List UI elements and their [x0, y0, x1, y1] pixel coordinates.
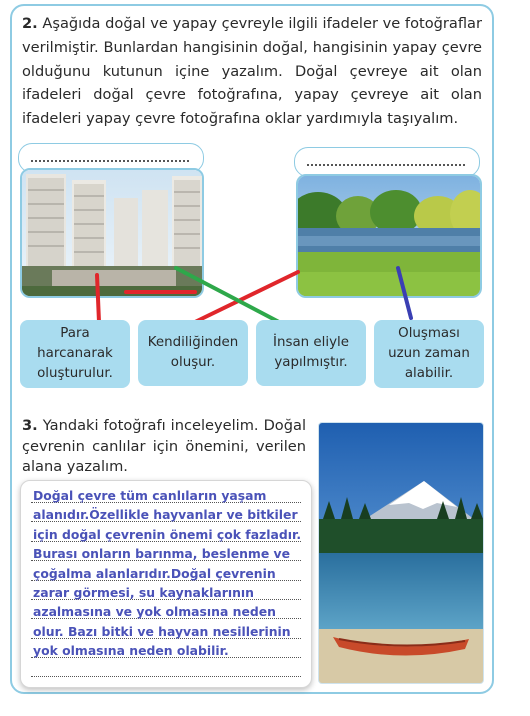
- statement-card-2-label: Kendiliğinden oluşur.: [147, 335, 239, 370]
- question-2: [22, 12, 482, 131]
- statement-card-4-label: Oluşması uzun zaman alabilir.: [388, 326, 470, 381]
- statement-card-2[interactable]: [138, 320, 248, 386]
- statement-card-1[interactable]: [20, 320, 130, 388]
- answer-text: Doğal çevre tüm canlıların yaşam alanıdır.Özellikle hayvanlar ve bitkiler için doğal çevrenin önemi çok fazladır. Burası onların barınma, beslenme ve çoğalma alanlarıdır.Doğal çevrenin zarar görmesi, su kaynaklarının azalmasına ve yok olmasına neden olur. Bazı bitki ve hayvan nesillerinin yok olmasına neden olabilir.: [33, 488, 302, 659]
- question-3: [22, 416, 306, 478]
- city-buildings-photo: [20, 168, 204, 298]
- question-3-text: Yandaki fotoğrafı inceleyelim. Doğal çevrenin canlılar için önemini, verilen alana yazalım.: [22, 417, 306, 475]
- statement-card-3-label: İnsan eliyle yapılmıştır.: [273, 335, 349, 370]
- answer-box[interactable]: [20, 480, 312, 688]
- statement-card-4[interactable]: [374, 320, 484, 388]
- lake-nature-photo: [296, 174, 482, 298]
- question-2-text: Aşağıda doğal ve yapay çevreyle ilgili ifadeler ve fotoğraflar verilmiştir. Bunlardan hangisinin doğal, hangisinin yapay çevre olduğunu kutunun içine yazalım. Doğal çevreye ait olan ifadeleri doğal çevre fotoğrafına, yapay çevreye ait olan ifadeleri yapay çevre fotoğrafına oklar yardımıyla taşıyalım.: [22, 15, 482, 128]
- nature-label-box[interactable]: [294, 147, 480, 177]
- mountain-lake-photo: [318, 422, 484, 684]
- question-2-number: 2.: [22, 15, 38, 32]
- statement-card-1-label: Para harcanarak oluşturulur.: [37, 326, 113, 381]
- statement-card-3[interactable]: [256, 320, 366, 386]
- question-3-number: 3.: [22, 417, 38, 434]
